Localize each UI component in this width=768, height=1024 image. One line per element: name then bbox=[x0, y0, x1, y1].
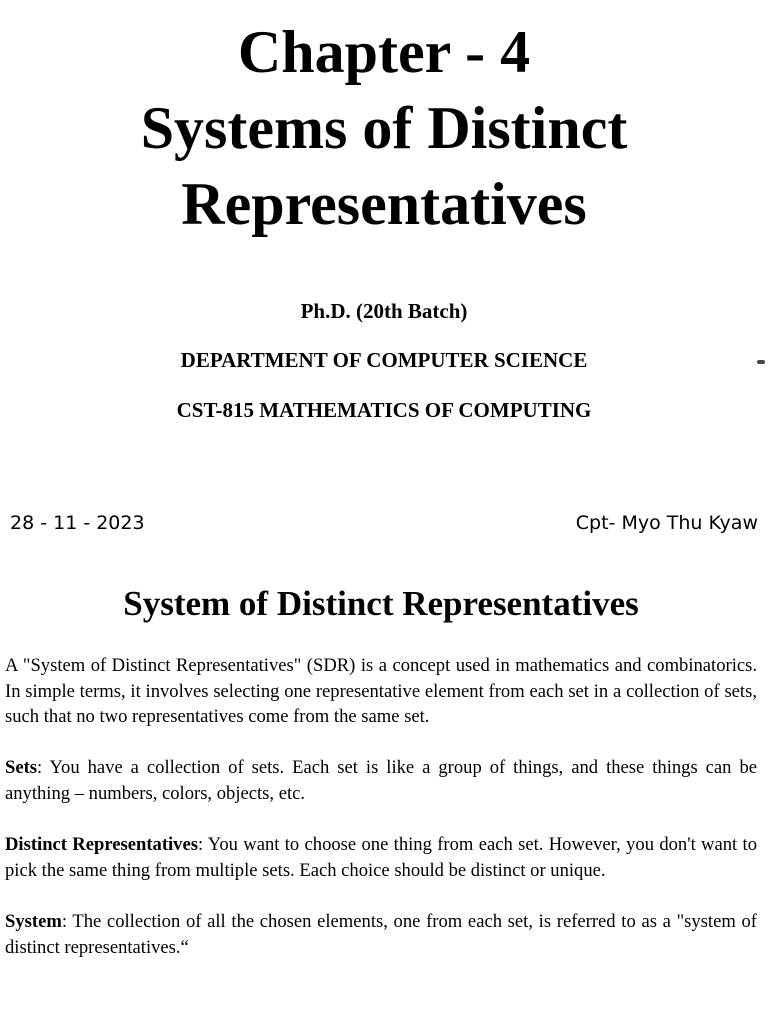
chapter-title-line-3: Representatives bbox=[181, 171, 587, 237]
department-label: DEPARTMENT OF COMPUTER SCIENCE bbox=[180, 348, 588, 372]
point-term: Sets bbox=[5, 757, 38, 779]
point-distinct-representatives bbox=[5, 832, 757, 883]
chapter-title-line-1: Chapter - 4 bbox=[237, 19, 531, 85]
batch-label: Ph.D. (20th Batch) bbox=[300, 299, 468, 323]
point-text: : You have a collection of sets. Each set is like a group of things, and these things can be anything – numbers, colors, objects, etc. bbox=[5, 757, 757, 804]
point-text: : You want to choose one thing from each set. However, you don't want to pick the same thing from multiple sets. Each choice should be distinct or unique. bbox=[5, 834, 757, 881]
section-heading: System of Distinct Representatives bbox=[123, 584, 639, 623]
stray-mark bbox=[757, 360, 765, 364]
section-body bbox=[5, 653, 757, 986]
chapter-title bbox=[0, 14, 768, 242]
intro-paragraph: A "System of Distinct Representatives" (SDR) is a concept used in mathematics and combinatorics. In simple terms, it involves selecting one representative element from each set in a collection of sets, such that no two representatives come from the same set. bbox=[5, 655, 757, 728]
point-term: Distinct Representatives bbox=[5, 834, 198, 856]
author-label: Cpt- Myo Thu Kyaw bbox=[575, 512, 758, 534]
course-label: CST-815 MATHEMATICS OF COMPUTING bbox=[176, 398, 592, 422]
point-sets bbox=[5, 755, 757, 806]
point-system bbox=[5, 909, 757, 960]
point-text: : The collection of all the chosen elements, one from each set, is referred to as a "system of distinct representatives.“ bbox=[5, 910, 757, 958]
point-term: System bbox=[5, 910, 62, 932]
chapter-title-line-2: Systems of Distinct bbox=[140, 95, 628, 161]
date-label: 28 - 11 - 2023 bbox=[10, 512, 145, 534]
